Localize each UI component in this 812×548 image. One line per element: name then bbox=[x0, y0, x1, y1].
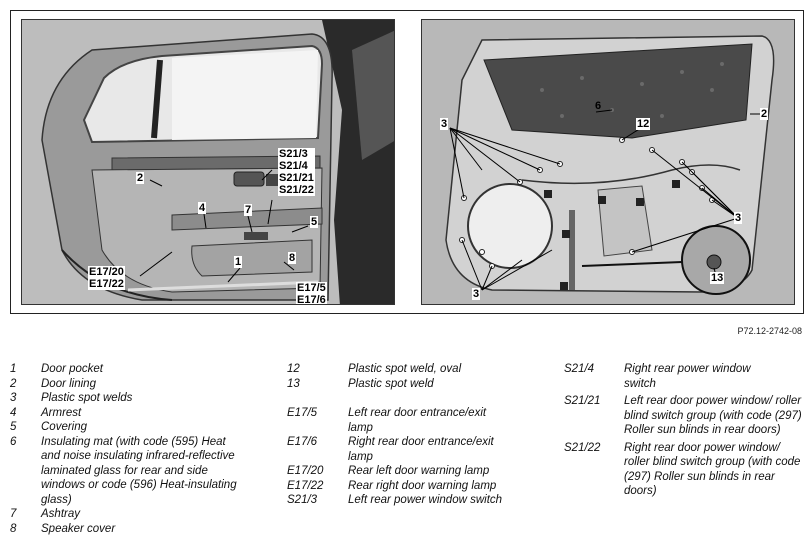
legend-key: 5 bbox=[10, 421, 17, 433]
legend-key: E17/20 bbox=[287, 465, 324, 477]
legend-key: S21/22 bbox=[564, 441, 601, 454]
legend-text: Rear left door warning lamp bbox=[348, 465, 490, 477]
legend-text: Right rear door entrance/exit lamp bbox=[348, 436, 494, 463]
legend-key: 2 bbox=[10, 377, 17, 390]
legend-column-3 bbox=[564, 362, 802, 499]
legend-key: 6 bbox=[10, 435, 17, 448]
callout-12: 12 bbox=[637, 118, 650, 130]
legend-item bbox=[287, 435, 527, 464]
callout-2-right: 2 bbox=[761, 108, 768, 120]
legend-item bbox=[10, 420, 242, 435]
callout-1: 1 bbox=[235, 256, 242, 268]
legend-item bbox=[564, 362, 802, 391]
legend-item bbox=[287, 464, 527, 479]
callout-s21-22: S21/22 bbox=[279, 184, 314, 196]
legend-key: S21/21 bbox=[564, 395, 601, 407]
legend-item bbox=[10, 377, 242, 392]
legend-item bbox=[10, 522, 242, 537]
figure-frame bbox=[10, 10, 804, 314]
callout-4: 4 bbox=[199, 202, 206, 214]
legend-item bbox=[10, 406, 242, 421]
callout-2: 2 bbox=[137, 172, 144, 184]
warning-lamp-callout-group bbox=[88, 266, 125, 290]
callout-13: 13 bbox=[711, 272, 724, 284]
legend-text: Covering bbox=[41, 421, 88, 433]
legend-text: Left rear door entrance/exit lamp bbox=[348, 407, 487, 434]
legend-text: Insulating mat (with code (595) Heat and noise insulating infrared-reflective laminated glass for rear and side windows or code (596) Heat-insulating glass) bbox=[41, 435, 237, 506]
figure-reference-code: P72.12-2742-08 bbox=[737, 326, 802, 336]
legend-key: 13 bbox=[287, 377, 300, 390]
callout-s21-3: S21/3 bbox=[278, 148, 315, 160]
legend-key: E17/6 bbox=[287, 436, 318, 448]
legend-text: Left rear door power window/ roller blind switch group (with code (297) Roller sun blinds in rear doors) bbox=[624, 395, 802, 436]
legend-key: 12 bbox=[287, 363, 300, 375]
callout-e17-22: E17/22 bbox=[89, 278, 124, 290]
legend-text: Armrest bbox=[41, 406, 82, 419]
right-photo-panel bbox=[421, 19, 795, 305]
legend-item bbox=[287, 479, 527, 494]
legend-item bbox=[10, 507, 242, 522]
entrance-lamp-callout-group bbox=[296, 282, 327, 305]
legend-item bbox=[10, 391, 242, 406]
legend-text: Door pocket bbox=[41, 363, 104, 375]
legend-item bbox=[564, 394, 802, 438]
legend-item bbox=[287, 362, 527, 377]
legend-item bbox=[287, 406, 527, 435]
callout-s21-21: S21/21 bbox=[279, 172, 314, 184]
legend-key: 3 bbox=[10, 392, 17, 404]
callout-e17-20: E17/20 bbox=[89, 266, 124, 278]
switch-callout-group bbox=[278, 148, 315, 196]
legend-text: Speaker cover bbox=[41, 522, 116, 535]
callout-e17-5: E17/5 bbox=[297, 282, 326, 294]
legend-item bbox=[564, 441, 802, 499]
legend-key: E17/5 bbox=[287, 407, 318, 419]
callout-7: 7 bbox=[245, 204, 252, 216]
left-photo-panel bbox=[21, 19, 395, 305]
callout-8: 8 bbox=[289, 252, 296, 264]
callout-3-bottom: 3 bbox=[473, 288, 480, 300]
legend-text: Ashtray bbox=[41, 508, 80, 520]
legend-key: 7 bbox=[10, 508, 17, 520]
callout-e17-6: E17/6 bbox=[297, 294, 326, 305]
legend-column-2 bbox=[287, 362, 527, 508]
legend-text: Right rear door power window/ roller blind switch group (with code (297) Roller sun blinds in rear doors) bbox=[624, 441, 801, 497]
callout-5: 5 bbox=[311, 216, 318, 228]
legend-text: Plastic spot weld bbox=[348, 377, 434, 390]
legend-item bbox=[287, 493, 527, 508]
callout-6: 6 bbox=[595, 100, 602, 112]
legend-item bbox=[10, 435, 242, 508]
legend-text: Plastic spot welds bbox=[41, 392, 133, 404]
legend-text: Right rear power window switch bbox=[624, 363, 751, 390]
callout-s21-4: S21/4 bbox=[278, 160, 315, 172]
legend-key: 1 bbox=[10, 363, 17, 375]
legend-key: 8 bbox=[10, 522, 17, 535]
legend-column-1 bbox=[10, 362, 242, 536]
legend-item bbox=[10, 362, 242, 377]
legend-text: Rear right door warning lamp bbox=[348, 479, 497, 492]
door-lining-illustration bbox=[22, 20, 395, 305]
legend-text: Door lining bbox=[41, 377, 96, 390]
legend-key: S21/3 bbox=[287, 494, 318, 506]
legend-item bbox=[287, 377, 527, 392]
door-inner-illustration bbox=[422, 20, 795, 305]
legend-text: Left rear power window switch bbox=[348, 494, 503, 506]
callout-3-left: 3 bbox=[441, 118, 448, 130]
legend-key: S21/4 bbox=[564, 363, 595, 375]
callout-3-right: 3 bbox=[735, 212, 742, 224]
legend-key: 4 bbox=[10, 406, 17, 419]
legend-key: E17/22 bbox=[287, 479, 324, 492]
legend-text: Plastic spot weld, oval bbox=[348, 363, 462, 375]
